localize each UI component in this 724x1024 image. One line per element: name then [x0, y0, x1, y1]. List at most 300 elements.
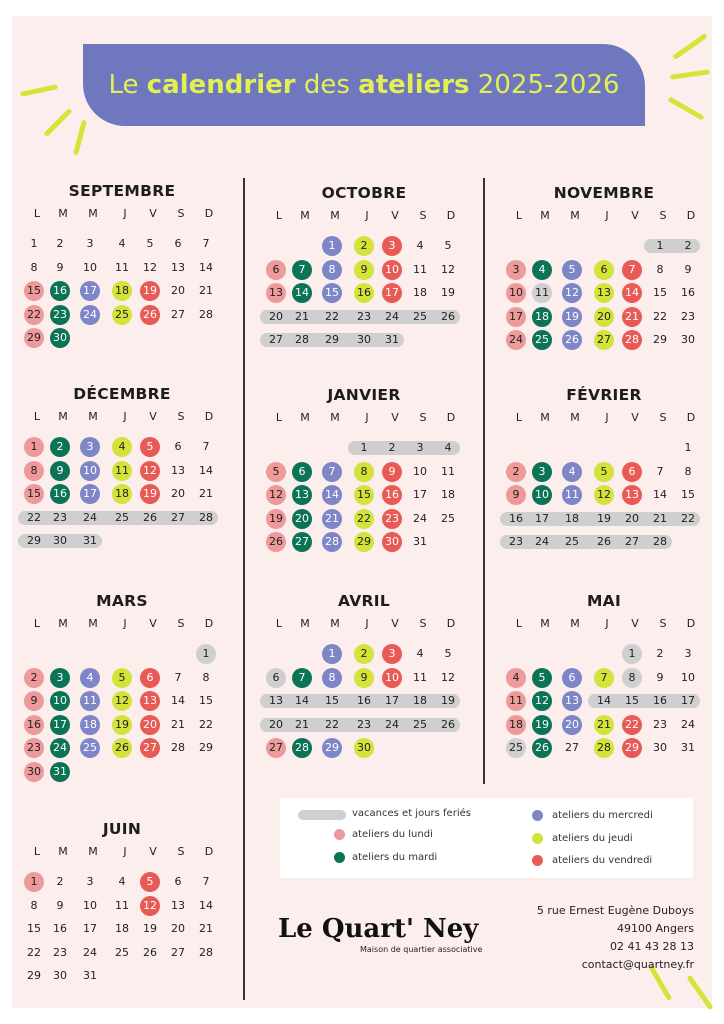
day-cell: 4 [118, 237, 126, 250]
day-cell: 26 [143, 510, 157, 524]
day-cell-mardi: 19 [532, 715, 552, 735]
day-cell-mardi: 10 [532, 485, 552, 505]
day-cell: 25 [115, 510, 129, 524]
day-cell-mercredi: 11 [80, 691, 100, 711]
day-cell: 1 [656, 239, 664, 252]
day-cell: 9 [56, 898, 64, 912]
day-cell-mercredi: 5 [562, 260, 582, 280]
day-cell: 20 [171, 284, 185, 297]
day-cell-mardi: 3 [50, 668, 70, 688]
day-cell: 17 [413, 488, 427, 501]
day-cell-mercredi: 13 [562, 691, 582, 711]
month-7 [264, 592, 474, 792]
weekday-label: S [659, 411, 667, 424]
day-cell: 12 [441, 262, 455, 276]
day-cell: 27 [171, 307, 185, 321]
day-cell-mardi: 16 [50, 281, 70, 301]
month-1 [264, 184, 474, 384]
weekday-label: J [123, 207, 127, 220]
day-cell: 8 [30, 898, 38, 912]
day-cell: 11 [115, 898, 129, 912]
day-cell: 13 [171, 463, 185, 477]
day-cell: 4 [416, 239, 424, 252]
day-cell-lundi: 17 [506, 307, 526, 327]
month-4 [264, 386, 474, 586]
day-cell: 31 [83, 534, 97, 547]
day-cell-mercredi: 8 [322, 260, 342, 280]
day-cell-jeudi: 18 [112, 484, 132, 504]
day-cell: 9 [684, 262, 692, 276]
day-cell: 12 [143, 260, 157, 274]
day-cell-mercredi: 17 [80, 484, 100, 504]
day-cell: 22 [325, 309, 339, 323]
day-cell-jeudi: 28 [594, 738, 614, 758]
day-cell: 22 [681, 511, 695, 525]
day-cell-vendredi: 13 [622, 485, 642, 505]
day-cell: 9 [56, 260, 64, 274]
day-cell-mercredi: 11 [562, 485, 582, 505]
day-cell-lundi: 26 [266, 532, 286, 552]
day-cell: 1 [30, 237, 38, 250]
day-cell: 23 [653, 717, 667, 731]
day-cell-mercredi: 3 [80, 437, 100, 457]
day-cell-jeudi: 9 [354, 668, 374, 688]
day-cell: 15 [199, 694, 213, 707]
day-cell-mardi: 6 [292, 462, 312, 482]
day-cell: 3 [416, 441, 424, 454]
weekday-label: M [330, 617, 340, 630]
day-cell: 18 [565, 511, 579, 525]
day-cell-jeudi: 25 [112, 305, 132, 325]
legend-vacances-label: vacances et jours feriés [352, 808, 471, 819]
day-cell-lundi: 2 [506, 462, 526, 482]
day-cell: 22 [27, 510, 41, 524]
weekday-label: M [540, 209, 550, 222]
month-name: FÉVRIER [566, 386, 642, 404]
day-cell-lundi: 24 [506, 330, 526, 350]
day-cell-lundi: 19 [266, 509, 286, 529]
day-cell-jeudi: 11 [112, 461, 132, 481]
day-cell-lundi: 5 [266, 462, 286, 482]
day-cell: 21 [171, 717, 185, 731]
day-cell: 20 [269, 717, 283, 731]
day-cell: 27 [565, 741, 579, 754]
day-cell-lundi: 30 [24, 762, 44, 782]
weekday-label: D [204, 617, 214, 630]
month-5 [504, 386, 714, 586]
day-cell: 21 [199, 284, 213, 297]
weekday-label: M [330, 209, 340, 222]
day-cell-mercredi: 29 [322, 738, 342, 758]
weekday-label: M [58, 617, 68, 630]
day-cell-mardi: 14 [292, 283, 312, 303]
day-cell: 2 [56, 237, 64, 250]
day-cell: 25 [441, 511, 455, 525]
weekday-label: L [33, 845, 41, 858]
day-cell-mercredi: 1 [322, 644, 342, 664]
legend-jeudi-dot [532, 833, 543, 844]
legend-mercredi-dot [532, 810, 543, 821]
day-cell-mercredi: 15 [322, 283, 342, 303]
day-cell-lundi: 3 [506, 260, 526, 280]
day-cell: 11 [413, 670, 427, 684]
day-cell-lundi: 15 [24, 281, 44, 301]
month-name: MARS [96, 592, 148, 610]
day-cell: 13 [269, 694, 283, 707]
day-cell: 5 [444, 239, 452, 252]
day-cell: 2 [388, 441, 396, 454]
day-cell: 23 [357, 309, 371, 323]
day-cell: 17 [83, 922, 97, 935]
day-cell-mercredi: 26 [562, 330, 582, 350]
day-cell: 4 [444, 441, 452, 454]
weekday-label: L [275, 617, 283, 630]
day-cell: 10 [83, 898, 97, 912]
day-cell-jeudi: 5 [594, 462, 614, 482]
weekday-label: M [300, 411, 310, 424]
day-cell-jeudi: 6 [594, 260, 614, 280]
day-cell-jeudi: 12 [112, 691, 132, 711]
day-cell: 26 [441, 717, 455, 731]
day-cell: 14 [597, 694, 611, 707]
day-cell-ferie: 1 [622, 644, 642, 664]
weekday-label: L [275, 411, 283, 424]
day-cell: 7 [174, 670, 182, 684]
day-cell-jeudi: 5 [112, 668, 132, 688]
day-cell-vendredi: 12 [140, 461, 160, 481]
day-cell-mardi: 9 [50, 461, 70, 481]
day-cell-lundi: 13 [266, 283, 286, 303]
day-cell: 21 [199, 487, 213, 500]
day-cell-mercredi: 4 [80, 668, 100, 688]
day-cell-mercredi: 19 [562, 307, 582, 327]
day-cell-lundi: 1 [24, 437, 44, 457]
day-cell-vendredi: 10 [382, 668, 402, 688]
legend-mardi-label: ateliers du mardi [352, 852, 438, 863]
day-cell-lundi: 16 [24, 715, 44, 735]
day-cell: 24 [385, 717, 399, 731]
day-cell-mardi: 4 [532, 260, 552, 280]
day-cell-mercredi: 17 [80, 281, 100, 301]
weekday-label: L [33, 207, 41, 220]
day-cell: 25 [413, 717, 427, 731]
month-name: NOVEMBRE [553, 184, 655, 202]
day-cell-vendredi: 27 [140, 738, 160, 758]
legend-vacances-swatch [298, 810, 346, 820]
day-cell: 13 [171, 260, 185, 274]
day-cell: 17 [681, 694, 695, 707]
day-cell: 20 [171, 922, 185, 935]
day-cell-lundi: 29 [24, 328, 44, 348]
day-cell: 14 [653, 488, 667, 501]
day-cell-jeudi: 13 [594, 283, 614, 303]
day-cell-mercredi: 20 [562, 715, 582, 735]
day-cell: 23 [357, 717, 371, 731]
weekday-label: S [419, 411, 427, 424]
day-cell-lundi: 9 [506, 485, 526, 505]
logo-subtitle: Maison de quartier associative [360, 945, 483, 954]
weekday-label: M [540, 411, 550, 424]
day-cell-mercredi: 21 [322, 509, 342, 529]
weekday-label: L [275, 209, 283, 222]
day-cell-mardi: 10 [50, 691, 70, 711]
day-cell: 7 [202, 875, 210, 888]
day-cell-vendredi: 3 [382, 236, 402, 256]
day-cell-vendredi: 13 [140, 691, 160, 711]
day-cell-mercredi: 1 [322, 236, 342, 256]
weekday-label: J [123, 617, 127, 630]
column-divider [243, 178, 245, 1000]
weekday-label: D [204, 845, 214, 858]
day-cell: 10 [413, 464, 427, 478]
day-cell-mardi: 5 [532, 668, 552, 688]
day-cell-mardi: 31 [50, 762, 70, 782]
day-cell: 15 [653, 286, 667, 299]
weekday-label: J [365, 209, 369, 222]
day-cell: 29 [199, 741, 213, 754]
weekday-label: D [686, 617, 696, 630]
day-cell: 22 [653, 309, 667, 323]
day-cell-vendredi: 7 [622, 260, 642, 280]
weekday-label: V [149, 845, 157, 858]
day-cell-vendredi: 3 [382, 644, 402, 664]
weekday-label: S [177, 410, 185, 423]
day-cell-mardi: 16 [50, 484, 70, 504]
day-cell: 28 [295, 333, 309, 346]
day-cell: 19 [441, 694, 455, 707]
day-cell: 16 [653, 694, 667, 707]
day-cell: 7 [202, 440, 210, 453]
day-cell-vendredi: 16 [382, 485, 402, 505]
day-cell-vendredi: 19 [140, 484, 160, 504]
weekday-label: D [204, 410, 214, 423]
weekday-label: D [446, 411, 456, 424]
day-cell-mardi: 18 [532, 307, 552, 327]
day-cell-lundi: 4 [506, 668, 526, 688]
legend-lundi-dot [334, 829, 345, 840]
day-cell: 8 [30, 260, 38, 274]
day-cell: 3 [86, 237, 94, 250]
weekday-label: D [686, 209, 696, 222]
day-cell-vendredi: 19 [140, 281, 160, 301]
day-cell: 15 [27, 922, 41, 935]
day-cell: 3 [684, 647, 692, 660]
day-cell: 21 [653, 511, 667, 525]
weekday-label: M [300, 617, 310, 630]
day-cell: 31 [83, 969, 97, 982]
address-street: 5 rue Ernest Eugène Duboys [536, 904, 694, 917]
weekday-label: S [659, 209, 667, 222]
day-cell-lundi: 12 [266, 485, 286, 505]
day-cell-mardi: 28 [292, 738, 312, 758]
day-cell-jeudi: 18 [112, 281, 132, 301]
day-cell: 29 [27, 969, 41, 982]
day-cell: 22 [325, 717, 339, 731]
day-cell: 3 [86, 875, 94, 888]
day-cell: 27 [269, 333, 283, 346]
legend-vendredi-label: ateliers du vendredi [552, 855, 653, 866]
day-cell: 25 [115, 945, 129, 959]
day-cell-mercredi: 10 [80, 461, 100, 481]
day-cell: 6 [174, 440, 182, 453]
day-cell-mercredi: 18 [80, 715, 100, 735]
day-cell: 14 [199, 898, 213, 912]
day-cell-mardi: 7 [292, 668, 312, 688]
day-cell-ferie: 6 [266, 668, 286, 688]
weekday-label: L [33, 410, 41, 423]
day-cell: 23 [509, 535, 523, 548]
day-cell-mercredi: 28 [322, 532, 342, 552]
weekday-label: V [631, 617, 639, 630]
day-cell-jeudi: 15 [354, 485, 374, 505]
day-cell: 15 [625, 694, 639, 707]
weekday-label: J [365, 617, 369, 630]
day-cell: 22 [199, 717, 213, 731]
day-cell-mardi: 12 [532, 691, 552, 711]
day-cell: 16 [681, 286, 695, 299]
legend [280, 798, 693, 878]
day-cell-mardi: 24 [50, 738, 70, 758]
day-cell: 31 [413, 535, 427, 548]
day-cell: 18 [413, 286, 427, 299]
month-name: DÉCEMBRE [73, 385, 171, 403]
weekday-label: S [419, 617, 427, 630]
day-cell-vendredi: 29 [622, 738, 642, 758]
weekday-label: V [149, 617, 157, 630]
weekday-label: L [515, 411, 523, 424]
day-cell: 28 [199, 510, 213, 524]
day-cell-vendredi: 6 [622, 462, 642, 482]
day-cell: 27 [171, 510, 185, 524]
day-cell: 24 [83, 945, 97, 959]
day-cell: 21 [295, 717, 309, 731]
day-cell: 26 [441, 309, 455, 323]
day-cell: 15 [681, 488, 695, 501]
weekday-label: L [515, 209, 523, 222]
day-cell-jeudi: 9 [354, 260, 374, 280]
month-8 [504, 592, 714, 792]
day-cell: 23 [681, 309, 695, 323]
day-cell: 26 [597, 535, 611, 548]
weekday-label: J [605, 209, 609, 222]
day-cell-jeudi: 20 [594, 307, 614, 327]
day-cell: 11 [413, 262, 427, 276]
weekday-label: S [177, 207, 185, 220]
weekday-label: M [88, 410, 98, 423]
day-cell: 4 [118, 875, 126, 888]
day-cell: 24 [385, 309, 399, 323]
weekday-label: D [204, 207, 214, 220]
day-cell: 4 [416, 647, 424, 660]
day-cell-lundi: 1 [24, 872, 44, 892]
day-cell: 30 [53, 534, 67, 547]
day-cell: 21 [199, 922, 213, 935]
weekday-label: J [365, 411, 369, 424]
weekday-label: J [123, 845, 127, 858]
day-cell-mardi: 13 [292, 485, 312, 505]
day-cell-mercredi: 25 [80, 738, 100, 758]
day-cell-vendredi: 14 [622, 283, 642, 303]
day-cell: 21 [295, 309, 309, 323]
day-cell-lundi: 8 [24, 461, 44, 481]
day-cell-jeudi: 12 [594, 485, 614, 505]
day-cell: 29 [653, 333, 667, 346]
day-cell: 14 [199, 463, 213, 477]
day-cell: 19 [143, 922, 157, 935]
day-cell-jeudi: 21 [594, 715, 614, 735]
day-cell: 30 [357, 333, 371, 346]
legend-lundi-label: ateliers du lundi [352, 829, 433, 840]
day-cell-vendredi: 12 [140, 896, 160, 916]
day-cell: 17 [385, 694, 399, 707]
day-cell: 20 [171, 487, 185, 500]
weekday-label: S [419, 209, 427, 222]
day-cell: 2 [56, 875, 64, 888]
day-cell: 17 [535, 511, 549, 525]
day-cell: 24 [83, 510, 97, 524]
day-cell: 28 [199, 945, 213, 959]
day-cell: 25 [413, 309, 427, 323]
day-cell: 10 [83, 260, 97, 274]
day-cell: 24 [535, 535, 549, 548]
day-cell-lundi: 15 [24, 484, 44, 504]
weekday-label: V [149, 207, 157, 220]
day-cell: 16 [357, 694, 371, 707]
day-cell-ferie: 25 [506, 738, 526, 758]
day-cell: 18 [115, 922, 129, 935]
legend-mardi-dot [334, 852, 345, 863]
day-cell: 30 [681, 333, 695, 346]
day-cell: 18 [413, 694, 427, 707]
day-cell-vendredi: 23 [382, 509, 402, 529]
day-cell-lundi: 11 [506, 691, 526, 711]
day-cell: 12 [441, 670, 455, 684]
day-cell-lundi: 23 [24, 738, 44, 758]
month-6 [22, 592, 232, 792]
day-cell-jeudi: 2 [354, 236, 374, 256]
day-cell-jeudi: 22 [354, 509, 374, 529]
day-cell-vendredi: 6 [140, 668, 160, 688]
weekday-label: S [177, 845, 185, 858]
day-cell: 28 [653, 535, 667, 548]
day-cell: 16 [53, 922, 67, 935]
legend-vendredi-dot [532, 855, 543, 866]
month-name: JANVIER [327, 386, 401, 404]
month-name: OCTOBRE [321, 184, 407, 202]
day-cell-vendredi: 30 [382, 532, 402, 552]
day-cell: 14 [295, 694, 309, 707]
weekday-label: J [605, 617, 609, 630]
weekday-label: D [686, 411, 696, 424]
day-cell-lundi: 2 [24, 668, 44, 688]
day-cell: 1 [684, 441, 692, 454]
day-cell: 5 [146, 237, 154, 250]
day-cell-mardi: 26 [532, 738, 552, 758]
weekday-label: V [631, 209, 639, 222]
day-cell: 19 [441, 286, 455, 299]
month-2 [504, 184, 714, 384]
day-cell-vendredi: 9 [382, 462, 402, 482]
day-cell-jeudi: 16 [354, 283, 374, 303]
day-cell: 6 [174, 875, 182, 888]
address-email[interactable]: contact@quartney.fr [581, 958, 694, 971]
day-cell: 29 [325, 333, 339, 346]
day-cell-jeudi: 26 [112, 738, 132, 758]
month-0 [22, 182, 232, 382]
day-cell: 20 [269, 309, 283, 323]
day-cell: 7 [656, 464, 664, 478]
weekday-label: V [631, 411, 639, 424]
